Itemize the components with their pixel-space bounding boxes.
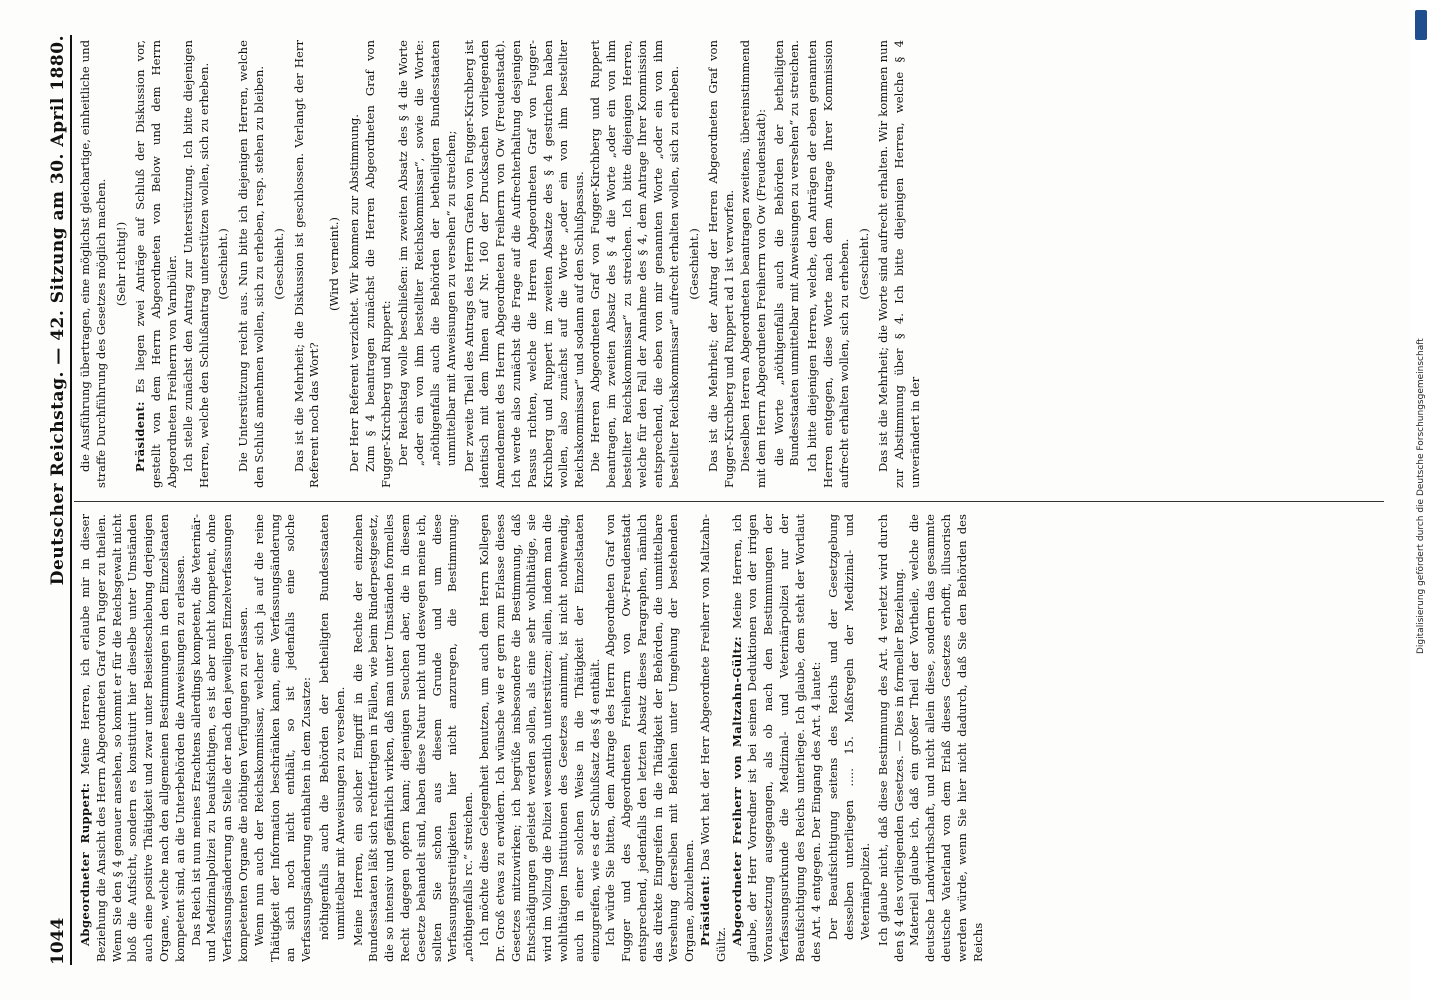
dfg-logo — [1415, 10, 1427, 40]
page-number: 1044 — [48, 917, 68, 965]
quoted-text: Der Reichstag wolle beschließen: im zweiten Absatz des § 4 die Worte „oder ein von ihm bestellter Reichskommissar“, sowie die Worte: „nöthigenfalls auch die Behörden der betheiligten Bundesstaaten unmittelbar mit Anweisungen zu versehen“ zu streichen; — [396, 40, 458, 466]
stage-direction: (Geschieht.) — [686, 228, 701, 300]
paragraph — [252, 514, 315, 962]
paragraph-text: Das ist die Mehrheit; der Antrag der Herren Abgeordneten Graf von Fugger-Kirchberg und Ruppert ad 1 ist verworfen. — [706, 40, 737, 488]
paragraph — [189, 514, 252, 962]
paragraph — [363, 40, 395, 488]
right-column — [78, 40, 1388, 488]
paragraph-text: Meine Herren, ein solcher Eingriff in die Rechte der einzelnen Bundesstaaten läßt sich rechtfertigen in Fällen, wie beim Rinderpestgesetz, die so intensiv und gefährlich wirken, daß man unter Umständen formelles Recht dagegen opfern kann; diejenigen Seuchen aber, die in diesem Gesetze behandelt sind, haben diese Natur nicht und deswegen meine ich, sollten Sie schon aus diesem Grunde und um diese Verfassungsstreitigkeiten hier nicht anzuregen, die Bestimmung: „nöthigenfalls rc.“ streichen. — [350, 514, 476, 962]
speaker-name: Abgeordneter Freiherr von Maltzahn-Gültz: — [729, 636, 744, 946]
paragraph-text: Zum § 4 beantragen zunächst die Herren Abgeordneten Graf von Fugger-Kirchberg und Ruppert: — [362, 40, 393, 488]
paragraph — [462, 40, 588, 488]
paragraph-text: Ich glaube nicht, daß diese Bestimmung des Art. 4 verletzt wird durch den § 4 des vorliegenden Gesetzes. — Dies in formeller Beziehung. — [875, 514, 906, 962]
page-header — [38, 35, 68, 965]
paragraph-text: Dieselben Herren Abgeordneten beantragen zweitens, übereinstimmend mit dem Herrn Abgeordneten Freiherrn von Ow (Freudenstadt): — [738, 40, 768, 488]
paragraph — [351, 514, 477, 962]
paragraph-text: Ich würde Sie bitten, dem Antrage des Herrn Abgeordneten Graf von Fugger und des Abgeordneten Freiherrn von Ow-Freudenstadt entsprechend, jedenfalls den letzten Absatz dieses Paragraphen, nämlich das direkte Eingreifen in die Thätigkeit der Behörden, die unmittelbare Versehung derselben mit Befehlen unter Umgehung der bestehenden Organe, abzulehnen. — [603, 514, 697, 962]
paragraph — [347, 40, 363, 488]
paragraph-text: Der zweite Theil des Antrags des Herrn Grafen von Fugger-Kirchberg ist identisch mit dem Ihnen auf Nr. 160 der Drucksachen vorliegenden Amendement des Herrn Abgeordneten Freiherrn von Ow (Freudenstadt). Ich werde also zunächst die Frage auf die Aufrechterhaltung desjenigen Passus richten, welche die Herren Abgeordneten Graf von Fugger-Kirchberg und Ruppert im zweiten Absatze des § 4 gestrichen haben wollen, also zunächst auf die Worte „oder ein von ihm bestellter Reichskommissar“ und sodann auf den Schlußpassus. — [461, 40, 587, 488]
paragraph-text: Die Unterstützung reicht aus. Nun bitte ich diejenigen Herren, welche den Schluß annehmen wollen, sich zu erheben, resp. stehen zu bleiben. — [236, 40, 266, 488]
header-rule — [70, 35, 72, 965]
paragraph-text: Das Wort hat der Herr Abgeordnete Freiherr von Maltzahn-Gültz. — [698, 514, 728, 962]
paragraph — [588, 40, 683, 488]
paragraph — [603, 514, 698, 962]
watermark-text: Digitalisierung gefördert durch die Deutsche Forschungsgemeinschaft — [1416, 338, 1426, 654]
quoted-text: die Worte „nöthigenfalls auch die Behörden der betheiligten Bundesstaaten unmittelbar mit Anweisungen zu versehen“ zu streichen. — [771, 40, 802, 466]
paragraph-text: Ich bitte diejenigen Herren, welche, den Anträgen der eben genannten Herren entgegen, diese Worte nach dem Antrage Ihrer Kommission aufrecht erhalten wollen, sich zu erheben. — [805, 40, 851, 488]
paragraph — [181, 40, 213, 488]
paragraph-text: Ich möchte diese Gelegenheit benutzen, um auch dem Herrn Kollegen Dr. Groß etwas zu erwidern. Ich wünsche wie er gern zum Erlasse dieses Gesetzes mitzuwirken; ich begrüße insbesondere die Bestimmung, daß Entschädigungen geleistet werden sollen, als eine sehr wohlthätige, sie wird im Vollzug die Polizei wesentlich unterstützen; allein, indem man die wohlthätigen Institutionen des Gesetzes annimmt, ist nicht nothwendig, auch in einer solchen Weise in die Thätigkeit der Einzelstaaten einzugreifen, wie es der Schlußsatz des § 4 enthält. — [476, 514, 602, 962]
quoted-text: nöthigenfalls auch die Behörden der betheiligten Bundesstaaten unmittelbar mit Anweisungen zu versehen. — [316, 514, 347, 940]
paragraph — [706, 40, 738, 488]
speaker-name: Präsident: — [698, 875, 713, 946]
quoted-text: Der Beaufsichtigung seitens des Reichs und der Gesetzgebung desselben unterliegen ..... 15. Maßregeln der Medizinal- und Veterinärpolizei. — [826, 514, 873, 940]
paragraph — [805, 40, 852, 488]
paragraph-text: Materiell glaube ich, daß ein großer Theil der Vortheile, welche die deutsche Landwirthschaft, und nicht allein diese, sondern das gesammte deutsche Vaterland von dem Erlaß dieses Gesetzes erhofft, illusorisch werden würde, wenn Sie hier nicht dadurch, daß Sie den Behörden des Reichs — [907, 514, 985, 962]
paragraph-text: Das ist die Mehrheit; die Diskussion ist geschlossen. Verlangt der Herr Referent noch das Wort? — [291, 40, 322, 488]
stage-direction: (Geschieht.) — [271, 228, 286, 300]
paragraph — [698, 514, 730, 962]
stage-direction: (Geschieht.) — [216, 228, 231, 300]
left-column — [78, 514, 1388, 962]
paragraph — [876, 40, 923, 488]
paragraph — [78, 40, 110, 488]
paragraph-text: Das ist die Mehrheit; die Worte sind aufrecht erhalten. Wir kommen nun zur Abstimmung über § 4. Ich bitte diejenigen Herren, welche § 4 unverändert in der — [876, 40, 923, 488]
paragraph — [730, 514, 825, 962]
paragraph — [133, 40, 180, 488]
paragraph — [292, 40, 324, 488]
paragraph-text: Meine Herren, ich erlaube mir in dieser Beziehung die Ansicht des Herrn Abgeordneten Graf von Fugger zu theilen. Wenn Sie den § 4 genauer ansehen, so kommt er für die Reichsgewalt nicht bloß die Aufsicht, sondern es konstituirt hier dieselbe unter Umständen auch eine positive Thätigkeit und zwar unter Beiseiteschiebung derjenigen Organe, welche nach den allgemeinen Bestimmungen in den Einzelstaaten kompetent sind, an die Unterbehörden die Anweisungen zu erlassen. — [78, 514, 187, 962]
paragraph-text: Wenn nun auch der Reichskommissar, welcher sich ja auf die reine Thätigkeit der Information beschränken kann, eine Verfassungsänderung an sich noch nicht enthält, so ist jedenfalls eine solche Verfassungsänderung enthalten in dem Zusatze: — [251, 514, 314, 962]
paragraph — [738, 40, 770, 488]
paragraph-text: die Ausführung übertragen, eine möglichst gleichartige, einheitliche und straffe Durchführung des Gesetzes möglich machen. — [78, 40, 108, 488]
page-title: Deutscher Reichstag. — 42. Sitzung am 30. April 1880. — [48, 35, 68, 586]
paragraph-text: Es liegen zwei Anträge auf Schluß der Diskussion vor, gestellt von dem Herrn Abgeordneten von Below und dem Herrn Abgeordneten Freiherrn von Varnbüler. — [133, 40, 179, 488]
dfg-watermark — [1414, 4, 1428, 994]
stage-direction: (Sehr richtig!) — [113, 221, 128, 307]
paragraph-text: Die Herren Abgeordneten Graf von Fugger-Kirchberg und Ruppert beantragen, im zweiten Absatz des § 4 die Worte „oder ein von ihm bestellter Reichskommissar“ zu streichen. Ich bitte diejenigen Herren, welche für den Fall der Annahme des § 4, dem Antrage Ihrer Kommission entsprechend, die eben von mir genannten Worte „oder ein von ihm bestellter Reichskommissar“ aufrecht erhalten wollen, sich zu erheben. — [587, 40, 681, 488]
stage-direction: (Wird verneint.) — [327, 217, 342, 311]
paragraph-text: Das Reich ist nun meines Erachtens allerdings kompetent, die Veterinär- und Medizinalpolizei zu beaufsichtigen, es ist aber nicht kompetent, ohne Verfassungsänderung an Stelle der nach den jeweiligen Einzelverfassungen kompetenten Organe die nöthigen Verfügungen zu erlassen. — [188, 514, 250, 962]
paragraph — [907, 514, 986, 962]
paragraph — [236, 40, 268, 488]
speaker-name: Abgeordneter Ruppert: — [78, 782, 92, 946]
paragraph-text: Der Herr Referent verzichtet. Wir kommen zur Abstimmung. — [346, 114, 361, 472]
paragraph — [477, 514, 603, 962]
paragraph-text: Meine Herren, ich glaube, der Herr Vorredner ist bei seinen Deduktionen von der irrigen Voraussetzung ausgegangen, als ob nach den Bestimmungen der Verfassungsurkunde die Medizinal- und Veterinärpolizei nur der Beaufsichtigung des Reichs unterliege. Ich glaube, dem steht der Wortlaut des Art. 4 entgegen. Der Eingang des Art. 4 lautet: — [729, 514, 823, 962]
paragraph — [78, 514, 189, 962]
paragraph — [876, 514, 908, 962]
paragraph-text: Ich stelle zunächst den Antrag zur Unterstützung. Ich bitte diejenigen Herren, welche den Schlußantrag unterstützen wollen, sich zu erheben. — [180, 40, 211, 488]
stage-direction: (Geschieht.) — [856, 228, 871, 300]
speaker-name: Präsident: — [133, 401, 148, 472]
column-divider — [74, 501, 1384, 502]
